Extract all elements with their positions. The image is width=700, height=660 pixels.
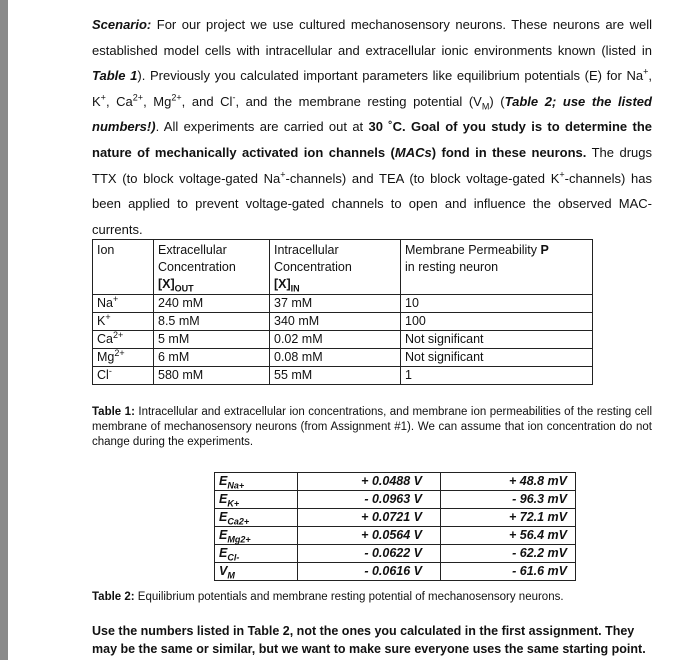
ion-cell: [93, 313, 154, 331]
na-charge-2: +: [280, 169, 286, 180]
table-2: [214, 472, 576, 581]
table-row: [215, 509, 576, 527]
potential-label: [215, 527, 298, 545]
header-intracellular: [270, 240, 401, 295]
ion-charge: +: [105, 311, 111, 322]
scenario-text-7: , and the membrane resting potential (V: [235, 93, 482, 109]
k-charge: +: [100, 92, 106, 103]
potential-volts: + 0.0564 V: [298, 527, 441, 545]
table1-caption-label: Table 1:: [92, 406, 135, 418]
table-row: [215, 527, 576, 545]
scenario-paragraph: [92, 12, 652, 242]
ion-charge: +: [112, 293, 119, 304]
potential-symbol: E: [219, 474, 228, 488]
mg-charge: 2+: [171, 92, 182, 103]
scenario-text-3: , K: [92, 68, 652, 109]
perm-cell: Not significant: [401, 331, 593, 349]
header-intra-l3: [X]: [274, 277, 291, 291]
potential-millivolts: + 56.4 mV: [441, 527, 576, 545]
header-permeability: [401, 240, 593, 295]
intra-cell: 37 mM: [270, 295, 401, 313]
extra-cell: 8.5 mM: [154, 313, 270, 331]
perm-cell: Not significant: [401, 349, 593, 367]
header-extra-l3: [X]: [158, 277, 175, 291]
table-row: [93, 367, 593, 385]
perm-cell: 100: [401, 313, 593, 331]
table1-header-row: [93, 240, 593, 295]
header-perm-p: P: [540, 243, 549, 257]
ion-charge: -: [108, 365, 112, 376]
potential-volts: - 0.0622 V: [298, 545, 441, 563]
intra-cell: 55 mM: [270, 367, 401, 385]
header-intra-l1: Intracellular: [274, 243, 339, 257]
ca-charge: 2+: [132, 92, 144, 103]
ion-symbol: K: [97, 314, 106, 328]
scenario-label: Scenario:: [92, 17, 152, 32]
ion-symbol: Mg: [97, 350, 115, 364]
potential-millivolts: - 96.3 mV: [441, 491, 576, 509]
scenario-goal: . Goal of you study is to determine the nature of mechanically activated ion channels (: [92, 119, 652, 160]
scenario-text-5: , Mg: [143, 93, 172, 109]
potential-subscript: M: [227, 570, 235, 581]
table-row: [93, 313, 593, 331]
table-row: [93, 295, 593, 313]
header-perm-l2: in resting neuron: [405, 260, 499, 274]
potential-label: [215, 473, 298, 491]
header-intra-sub: IN: [290, 283, 300, 294]
table1-reference: Table 1: [92, 68, 138, 84]
scenario-text-12: The drugs TTX (to block voltage-gated Na: [92, 144, 652, 186]
cl-charge: -: [232, 92, 236, 103]
intra-cell: 0.02 mM: [270, 331, 401, 349]
table2-caption: [92, 591, 564, 603]
left-edge-bar: [0, 0, 8, 660]
potential-symbol: V: [219, 564, 228, 578]
header-ion: [93, 240, 154, 295]
ion-cell: [93, 367, 154, 385]
instruction-note: Use the numbers listed in Table 2, not the ones you calculated in the first assignment. They may be the same or similar, but we want to make sure everyone uses the same starting point.: [92, 624, 646, 656]
temperature: 30 ˚C: [368, 119, 403, 135]
na-charge: +: [643, 66, 649, 77]
scenario-text-6: , and Cl: [181, 93, 233, 109]
potential-volts: - 0.0963 V: [298, 491, 441, 509]
document-page: [92, 12, 652, 656]
table-1: [92, 239, 593, 385]
potential-millivolts: - 62.2 mV: [441, 545, 576, 563]
table-row: [215, 563, 576, 581]
scenario-text-8: ) (: [489, 93, 505, 109]
potential-label: [215, 563, 298, 581]
potential-subscript: Cl-: [227, 552, 240, 563]
scenario-text-4: , Ca: [105, 93, 133, 109]
ion-cell: [93, 295, 154, 313]
table-row: [215, 473, 576, 491]
potential-symbol: E: [219, 528, 228, 542]
ion-symbol: Na: [97, 296, 113, 310]
perm-cell: 10: [401, 295, 593, 313]
macs-abbrev: MACs: [394, 144, 432, 160]
potential-subscript: Na+: [227, 480, 245, 491]
extra-cell: 6 mM: [154, 349, 270, 367]
header-extra-sub: OUT: [174, 283, 194, 294]
scenario-goal-end: ) fond in these neurons.: [431, 144, 587, 160]
table-row: [93, 349, 593, 367]
extra-cell: 580 mM: [154, 367, 270, 385]
table2-caption-text: Equilibrium potentials and membrane resting potential of mechanosensory neurons.: [134, 591, 564, 603]
header-extra-l1: Extracellular: [158, 243, 227, 257]
header-perm-l1: Membrane Permeability: [405, 243, 541, 257]
intra-cell: 340 mM: [270, 313, 401, 331]
table1-caption: [92, 405, 652, 450]
scenario-text-14: -channels) has been applied to prevent voltage-gated channels to open and influence the observed MAC-currents.: [92, 170, 652, 237]
potential-subscript: Mg2+: [227, 534, 251, 545]
potential-symbol: E: [219, 492, 228, 506]
ion-symbol: Cl: [97, 368, 109, 382]
table1-caption-text: Intracellular and extracellular ion concentrations, and membrane ion permeabilities of the resting cell membrane of mechanosensory neurons (from Assignment #1). We can assume that ion concentration do not change during the experiments.: [92, 406, 652, 448]
potential-millivolts: - 61.6 mV: [441, 563, 576, 581]
scenario-text-1: For our project we use cultured mechanosensory neurons. These neurons are well established model cells with intracellular and extracellular ionic environments known (listed in: [92, 17, 652, 58]
potential-label: [215, 545, 298, 563]
ion-cell: [93, 331, 154, 349]
potential-symbol: E: [219, 510, 228, 524]
header-intra-l2: Concentration: [274, 260, 352, 274]
scenario-text-2: ). Previously you calculated important parameters like equilibrium potentials (E) for Na: [137, 68, 644, 84]
table-row: [215, 545, 576, 563]
table2-caption-label: Table 2:: [92, 591, 135, 603]
ion-cell: [93, 349, 154, 367]
potential-label: [215, 491, 298, 509]
potential-label: [215, 509, 298, 527]
vm-subscript: M: [481, 101, 490, 112]
potential-symbol: E: [219, 546, 228, 560]
potential-volts: + 0.0488 V: [298, 473, 441, 491]
table-row: [93, 331, 593, 349]
table2-note: Table 2; use the listed numbers!): [92, 93, 652, 135]
extra-cell: 240 mM: [154, 295, 270, 313]
ion-charge: 2+: [114, 347, 125, 358]
perm-cell: 1: [401, 367, 593, 385]
potential-millivolts: + 48.8 mV: [441, 473, 576, 491]
header-extracellular: [154, 240, 270, 295]
table-row: [215, 491, 576, 509]
potential-subscript: K+: [227, 498, 240, 509]
scenario-text-13: -channels) and TEA (to block voltage-gated K: [285, 170, 560, 186]
potential-subscript: Ca2+: [227, 516, 250, 527]
intra-cell: 0.08 mM: [270, 349, 401, 367]
potential-volts: + 0.0721 V: [298, 509, 441, 527]
ion-charge: 2+: [112, 329, 124, 340]
header-extra-l2: Concentration: [158, 260, 236, 274]
potential-volts: - 0.0616 V: [298, 563, 441, 581]
extra-cell: 5 mM: [154, 331, 270, 349]
header-ion-text: Ion: [97, 243, 115, 257]
potential-millivolts: + 72.1 mV: [441, 509, 576, 527]
scenario-text-9: . All experiments are carried out at: [155, 119, 369, 135]
k-charge-2: +: [559, 169, 565, 180]
ion-symbol: Ca: [97, 332, 113, 346]
